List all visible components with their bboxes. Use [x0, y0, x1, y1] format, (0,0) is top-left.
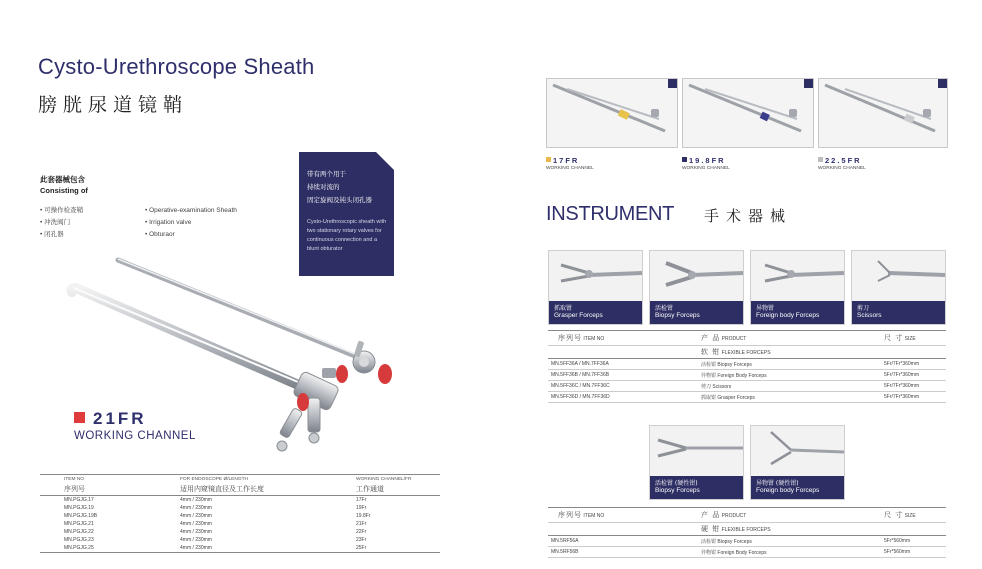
consisting-label-en: Consisting of [40, 186, 88, 195]
sheath-photo [547, 79, 677, 147]
table-row [548, 547, 946, 558]
card-foreign-body-forceps [750, 250, 845, 325]
list-item: • Operative-examination Sheath [145, 205, 237, 217]
card-label [852, 301, 945, 324]
card-label-cn: 活检钳 (硬性钳) [655, 480, 698, 487]
table-row [40, 504, 440, 512]
table-header-en [40, 475, 440, 484]
callout-line: 固定旋阀及钝头闭孔器 [307, 196, 372, 204]
header-cell: ITEM NO [40, 475, 177, 484]
cell-item: MN.PGJG.21 [64, 521, 94, 527]
cell-channel: 25Fr [353, 544, 440, 553]
cell-item: MN.PGJG.19B [64, 513, 98, 519]
cell-product [691, 359, 874, 370]
cell-product-cn: 异物钳 [701, 372, 717, 379]
card-label-en: Biopsy Forceps [655, 312, 700, 319]
table-row [40, 496, 440, 505]
header-cell: FOR ENDOSCOPE Ø/LENGTH [177, 475, 353, 484]
card-label [549, 301, 642, 324]
table-row [548, 370, 946, 381]
subheader-category [691, 346, 874, 359]
header-item [548, 331, 691, 346]
rigid-forceps-table [548, 507, 946, 558]
forceps-image [751, 426, 844, 476]
cell-item: MN.5RF56A [548, 536, 691, 547]
card-label-cn: 活检钳 [655, 305, 674, 312]
callout-line: 带有两个用于 [307, 170, 346, 178]
card-label [650, 301, 743, 324]
card-label [751, 301, 844, 324]
variant-size-17fr [546, 156, 579, 165]
table-subheader [548, 523, 946, 536]
variant-photo-22-5fr [818, 78, 948, 148]
subheader-cn: 软 钳 [701, 348, 721, 356]
subheader-en: FLEXIBLE FORCEPS [721, 350, 771, 356]
cell-item: MN.5FF36A / MN.7FF36A [548, 359, 691, 370]
cell-size: 5Fr/7Fr*360mm [874, 359, 946, 370]
cell-product [691, 392, 874, 403]
cell-product-en: Biopsy Forceps [717, 361, 752, 368]
table-header-cn [40, 483, 440, 496]
header-size-cn: 尺 寸 [884, 511, 904, 519]
cell-product-en: Scissors [712, 383, 732, 390]
header-product-en: PRODUCT [721, 336, 747, 342]
card-grasper-forceps [548, 250, 643, 325]
cell-size: 5Fr/7Fr*360mm [874, 392, 946, 403]
header-item-en: ITEM NO [583, 336, 605, 342]
callout-text-en: Cysto-Urethroscopic sheath with two stationary rotary valves for continuous connection and a blunt obturator [307, 219, 387, 252]
consisting-list-cn [40, 205, 83, 241]
header-cell: 工作通道 [353, 483, 440, 496]
cell-item: MN.PGJG.25 [40, 544, 177, 553]
card-label [650, 476, 743, 499]
cell-item: MN.PGJG.19 [64, 505, 94, 511]
variant-size-19-8fr [682, 156, 726, 165]
callout-corner [376, 152, 394, 170]
cell-endoscope: 4mm / 230mm [180, 497, 212, 503]
header-product-cn: 产 品 [701, 334, 721, 342]
list-item: • Irrigation valve [145, 217, 237, 229]
forceps-image [549, 251, 642, 301]
cell-product-cn: 活检钳 [701, 361, 717, 368]
header-product [691, 508, 874, 523]
sheath-photo [683, 79, 813, 147]
scissors-image [852, 251, 945, 301]
forceps-image [751, 251, 844, 301]
table-header [548, 508, 946, 523]
table-header [548, 331, 946, 346]
header-product [691, 331, 874, 346]
consisting-label-cn: 此套器械包含 [40, 175, 85, 184]
cell-item: MN.5FF36C / MN.7FF36C [548, 381, 691, 392]
size-marker [682, 157, 687, 162]
header-size [874, 331, 946, 346]
cell-channel: 17Fr [356, 497, 367, 503]
main-channel-size-text: 21FR [93, 409, 147, 428]
cell-product [691, 381, 874, 392]
header-item-en: ITEM NO [583, 513, 605, 519]
card-rigid-foreign-body-forceps [750, 425, 845, 500]
header-item-cn: 序列号 [558, 511, 582, 519]
callout-line: 持续对流的 [307, 183, 340, 191]
table-row [548, 381, 946, 392]
variant-channel-label: WORKING CHANNEL [682, 166, 730, 171]
header-size-cn: 尺 寸 [884, 334, 904, 342]
cell-size: 5Fr*560mm [874, 536, 946, 547]
sheath-photo [819, 79, 947, 147]
cell-product-cn: 抓取钳 [701, 394, 717, 401]
page-title: Cysto-Urethroscope Sheath [38, 54, 315, 79]
header-item [548, 508, 691, 523]
cell-product-en: Foreign Body Forceps [717, 549, 767, 556]
variant-size-text: 22.5FR [825, 156, 862, 165]
card-label-cn: 异物钳 (硬性钳) [756, 480, 799, 487]
cell-item: MN.5FF36D / MN.7FF36D [548, 392, 691, 403]
header-cell: 适用内窥镜直径及工作长度 [177, 483, 353, 496]
table-row [40, 544, 440, 553]
subheader-empty [874, 346, 946, 359]
list-item: • 冲洗阀门 [40, 217, 83, 229]
flexible-forceps-table [548, 330, 946, 403]
cell-size: 5Fr/7Fr*360mm [874, 381, 946, 392]
forceps-image [650, 251, 743, 301]
cell-channel: 21Fr [356, 521, 367, 527]
variant-size-text: 19.8FR [689, 156, 726, 165]
variant-size-text: 17FR [553, 156, 580, 165]
cell-product-cn: 剪刀 [701, 383, 712, 390]
card-label-cn: 抓取钳 [554, 305, 573, 312]
callout-text-cn [307, 168, 372, 207]
card-rigid-biopsy-forceps [649, 425, 744, 500]
cell-channel: 19.8Fr [356, 513, 371, 519]
cell-channel: 19Fr [356, 505, 367, 511]
cell-endoscope: 4mm / 230mm [180, 505, 212, 511]
table-row [40, 528, 440, 536]
card-label-en: Biopsy Forceps [655, 487, 700, 494]
table-row [40, 536, 440, 544]
photo-corner [804, 79, 813, 88]
consisting-list-en [145, 205, 237, 241]
table-row [548, 392, 946, 403]
list-item: • 闭孔器 [40, 229, 83, 241]
cell-size: 5Fr/7Fr*360mm [874, 370, 946, 381]
variant-channel-label: WORKING CHANNEL [818, 166, 866, 171]
list-item: • Obturaor [145, 229, 237, 241]
forceps-image [650, 426, 743, 476]
cell-channel: 22Fr [356, 529, 367, 535]
subheader-empty [548, 523, 691, 536]
cell-channel: 23Fr [356, 537, 367, 543]
cell-endoscope: 4mm / 230mm [177, 544, 353, 553]
variant-photo-17fr [546, 78, 678, 148]
cell-item: MN.5FF36B / MN.7FF36B [548, 370, 691, 381]
photo-corner [938, 79, 947, 88]
table-subheader [548, 346, 946, 359]
photo-corner [668, 79, 677, 88]
cell-product-cn: 异物钳 [701, 549, 717, 556]
cell-product-en: Grasper Forceps [717, 394, 755, 401]
card-label-cn: 异物钳 [756, 305, 775, 312]
subheader-en: FLEXIBLE FORCEPS [721, 527, 771, 533]
cell-endoscope: 4mm / 230mm [180, 513, 212, 519]
card-label [751, 476, 844, 499]
cell-product [691, 536, 874, 547]
card-label-en: Scissors [857, 312, 882, 319]
header-cell: WORKING CHANNEL/FR [353, 475, 440, 484]
list-item: • 可操作检查鞘 [40, 205, 83, 217]
cell-item: MN.PGJG.23 [64, 537, 94, 543]
sheath-table [40, 474, 440, 553]
variant-channel-label: WORKING CHANNEL [546, 166, 594, 171]
main-channel-size [74, 409, 147, 429]
header-size [874, 508, 946, 523]
cell-size: 5Fr*560mm [874, 547, 946, 558]
size-marker [546, 157, 551, 162]
instrument-title-cn: 手术器械 [704, 207, 793, 225]
subheader-cn: 硬 钳 [701, 525, 721, 533]
header-product-cn: 产 品 [701, 511, 721, 519]
table-row [40, 520, 440, 528]
table-row [548, 536, 946, 547]
subheader-category [691, 523, 874, 536]
cell-endoscope: 4mm / 230mm [180, 537, 212, 543]
header-size-en: SIZE [904, 513, 916, 519]
cell-product-en: Foreign Body Forceps [717, 372, 767, 379]
subheader-empty [548, 346, 691, 359]
header-size-en: SIZE [904, 336, 916, 342]
variant-photo-19-8fr [682, 78, 814, 148]
card-scissors [851, 250, 946, 325]
cell-endoscope: 4mm / 230mm [180, 529, 212, 535]
cell-item: MN.PGJG.17 [64, 497, 94, 503]
header-item-cn: 序列号 [558, 334, 582, 342]
size-marker [818, 157, 823, 162]
variant-size-22-5fr [818, 156, 862, 165]
main-channel-label: WORKING CHANNEL [74, 430, 196, 442]
header-cell: 序列号 [40, 483, 177, 496]
cell-product [691, 547, 874, 558]
subheader-empty [874, 523, 946, 536]
cell-item: MN.PGJG.22 [64, 529, 94, 535]
card-label-en: Grasper Forceps [554, 312, 603, 319]
table-row [548, 359, 946, 370]
table-row [40, 512, 440, 520]
instrument-title: INSTRUMENT [546, 203, 675, 225]
cell-product-cn: 活检钳 [701, 538, 717, 545]
card-label-en: Foreign body Forceps [756, 312, 820, 319]
card-label-cn: 剪刀 [857, 305, 870, 312]
page-title-cn: 膀胱尿道镜鞘 [38, 94, 189, 116]
cell-product [691, 370, 874, 381]
cell-endoscope: 4mm / 230mm [180, 521, 212, 527]
cell-item: MN.5RF56B [548, 547, 691, 558]
card-biopsy-forceps [649, 250, 744, 325]
header-product-en: PRODUCT [721, 513, 747, 519]
cell-product-en: Biopsy Forceps [717, 538, 752, 545]
size-marker [74, 412, 85, 423]
card-label-en: Foreign body Forceps [756, 487, 820, 494]
